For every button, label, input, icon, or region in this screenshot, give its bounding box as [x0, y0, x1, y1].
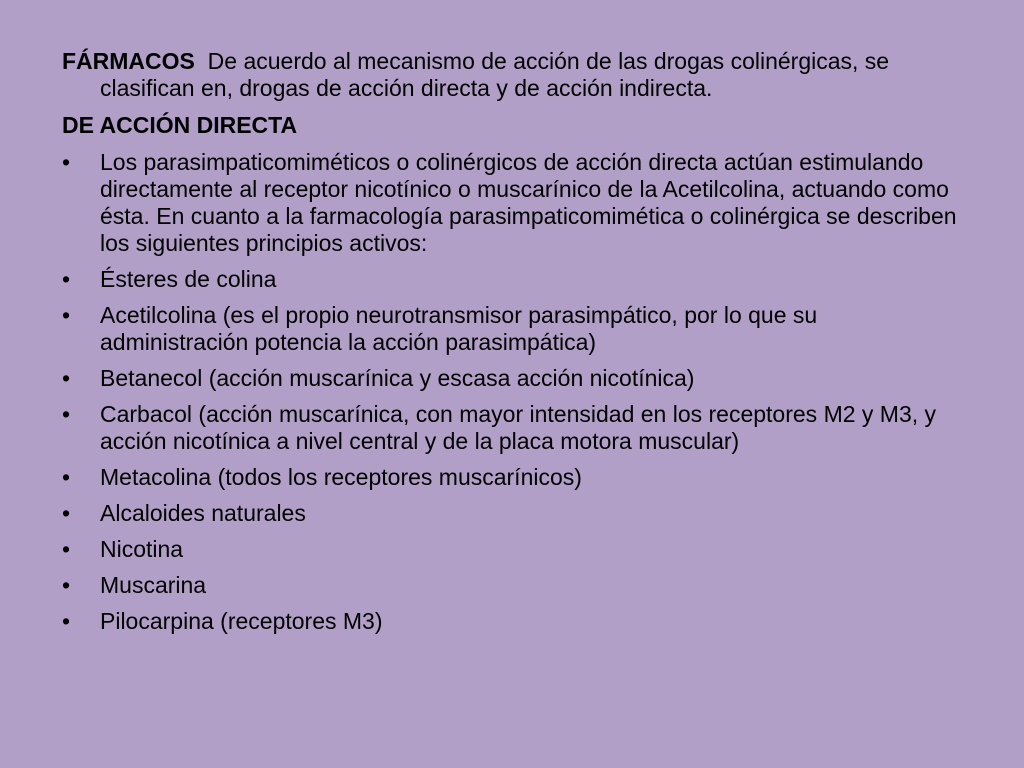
list-item: [62, 149, 968, 257]
bullet-icon: •: [62, 365, 71, 391]
list-item-text: Metacolina (todos los receptores muscarínicos): [100, 464, 582, 490]
bullet-list: [62, 149, 968, 635]
bullet-icon: •: [62, 266, 71, 292]
bullet-icon: •: [62, 608, 71, 634]
list-item-text: Alcaloides naturales: [100, 500, 306, 526]
intro-lead: FÁRMACOS: [62, 48, 195, 74]
list-item: [62, 365, 968, 392]
list-item: [62, 266, 968, 293]
list-item: [62, 500, 968, 527]
bullet-icon: •: [62, 401, 71, 427]
list-item: [62, 302, 968, 356]
section-heading: DE ACCIÓN DIRECTA: [62, 112, 298, 138]
bullet-icon: •: [62, 302, 71, 328]
bullet-icon: •: [62, 536, 71, 562]
list-item: [62, 608, 968, 635]
bullet-icon: •: [62, 572, 71, 598]
list-item-text: Nicotina: [100, 536, 184, 562]
list-item: [62, 464, 968, 491]
list-item-text: Acetilcolina (es el propio neurotransmisor parasimpático, por lo que su administración potencia la acción parasimpática): [100, 302, 818, 355]
intro-paragraph: [62, 48, 968, 102]
list-item: [62, 401, 968, 455]
list-item-text: Muscarina: [100, 572, 207, 598]
list-item-text: Ésteres de colina: [100, 266, 277, 292]
list-item: [62, 536, 968, 563]
list-item-text: Betanecol (acción muscarínica y escasa acción nicotínica): [100, 365, 695, 391]
bullet-icon: •: [62, 464, 71, 490]
list-item: [62, 572, 968, 599]
list-item-text: Pilocarpina (receptores M3): [100, 608, 383, 634]
bullet-icon: •: [62, 149, 71, 175]
list-item-text: Los parasimpaticomiméticos o colinérgicos de acción directa actúan estimulando directamente al receptor nicotínico o muscarínico de la Acetilcolina, actuando como ésta. En cuanto a la farmacología parasimpaticomimética o colinérgica se describen los siguientes principios activos:: [100, 149, 957, 256]
list-item-text: Carbacol (acción muscarínica, con mayor intensidad en los receptores M2 y M3, y acción nicotínica a nivel central y de la placa motora muscular): [100, 401, 937, 454]
bullet-icon: •: [62, 500, 71, 526]
intro-text: De acuerdo al mecanismo de acción de las drogas colinérgicas, se clasifican en, drogas de acción directa y de acción indirecta.: [100, 48, 890, 101]
